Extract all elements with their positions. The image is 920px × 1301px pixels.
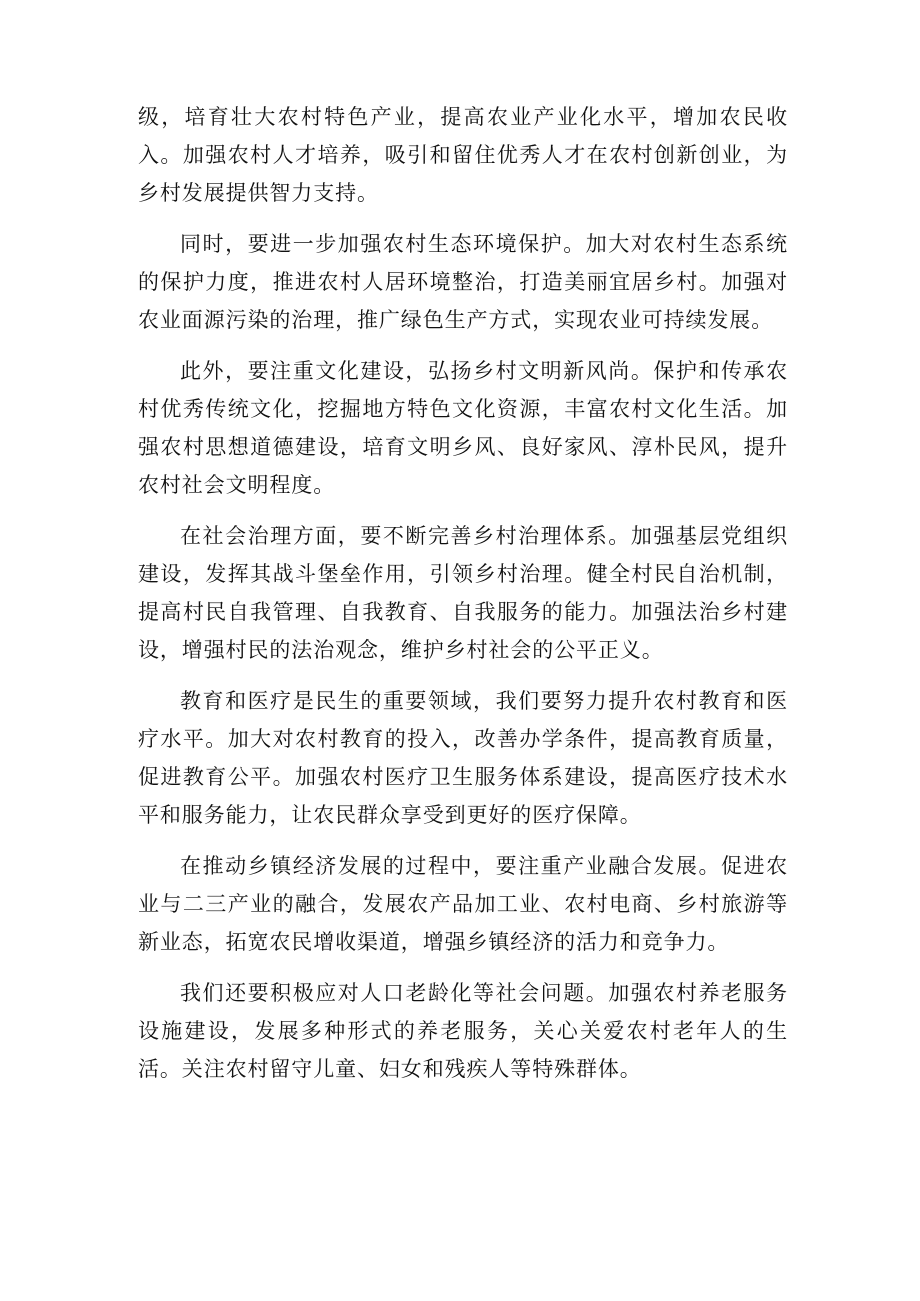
paragraph-continued: 级，培育壮大农村特色产业，提高农业产业化水平，增加农民收入。加强农村人才培养，吸引和留住优秀人才在农村创新创业，为乡村发展提供智力支持。 [138,105,788,205]
paragraph-aging: 我们还要积极应对人口老龄化等社会问题。加强农村养老服务设施建设，发展多种形式的养老服务，关心关爱农村老年人的生活。关注农村留守儿童、妇女和残疾人等特殊群体。 [138,981,788,1081]
paragraph-industry-integration: 在推动乡镇经济发展的过程中，要注重产业融合发展。促进农业与二三产业的融合，发展农产品加工业、农村电商、乡村旅游等新业态，拓宽农民增收渠道，增强乡镇经济的活力和竞争力。 [138,854,788,954]
paragraph-ecology: 同时，要进一步加强农村生态环境保护。加大对农村生态系统的保护力度，推进农村人居环境整治，打造美丽宜居乡村。加强对农业面源污染的治理，推广绿色生产方式，实现农业可持续发展。 [138,232,788,332]
paragraph-governance: 在社会治理方面，要不断完善乡村治理体系。加强基层党组织建设，发挥其战斗堡垒作用，引领乡村治理。健全村民自治机制，提高村民自我管理、自我教育、自我服务的能力。加强法治乡村建设，增强村民的法治观念，维护乡村社会的公平正义。 [138,524,788,662]
document-body [138,98,788,1101]
paragraph-culture: 此外，要注重文化建设，弘扬乡村文明新风尚。保护和传承农村优秀传统文化，挖掘地方特色文化资源，丰富农村文化生活。加强农村思想道德建设，培育文明乡风、良好家风、淳朴民风，提升农村社会文明程度。 [138,359,788,497]
paragraph-education-medical: 教育和医疗是民生的重要领域，我们要努力提升农村教育和医疗水平。加大对农村教育的投入，改善办学条件，提高教育质量，促进教育公平。加强农村医疗卫生服务体系建设，提高医疗技术水平和服务能力，让农民群众享受到更好的医疗保障。 [138,689,788,827]
